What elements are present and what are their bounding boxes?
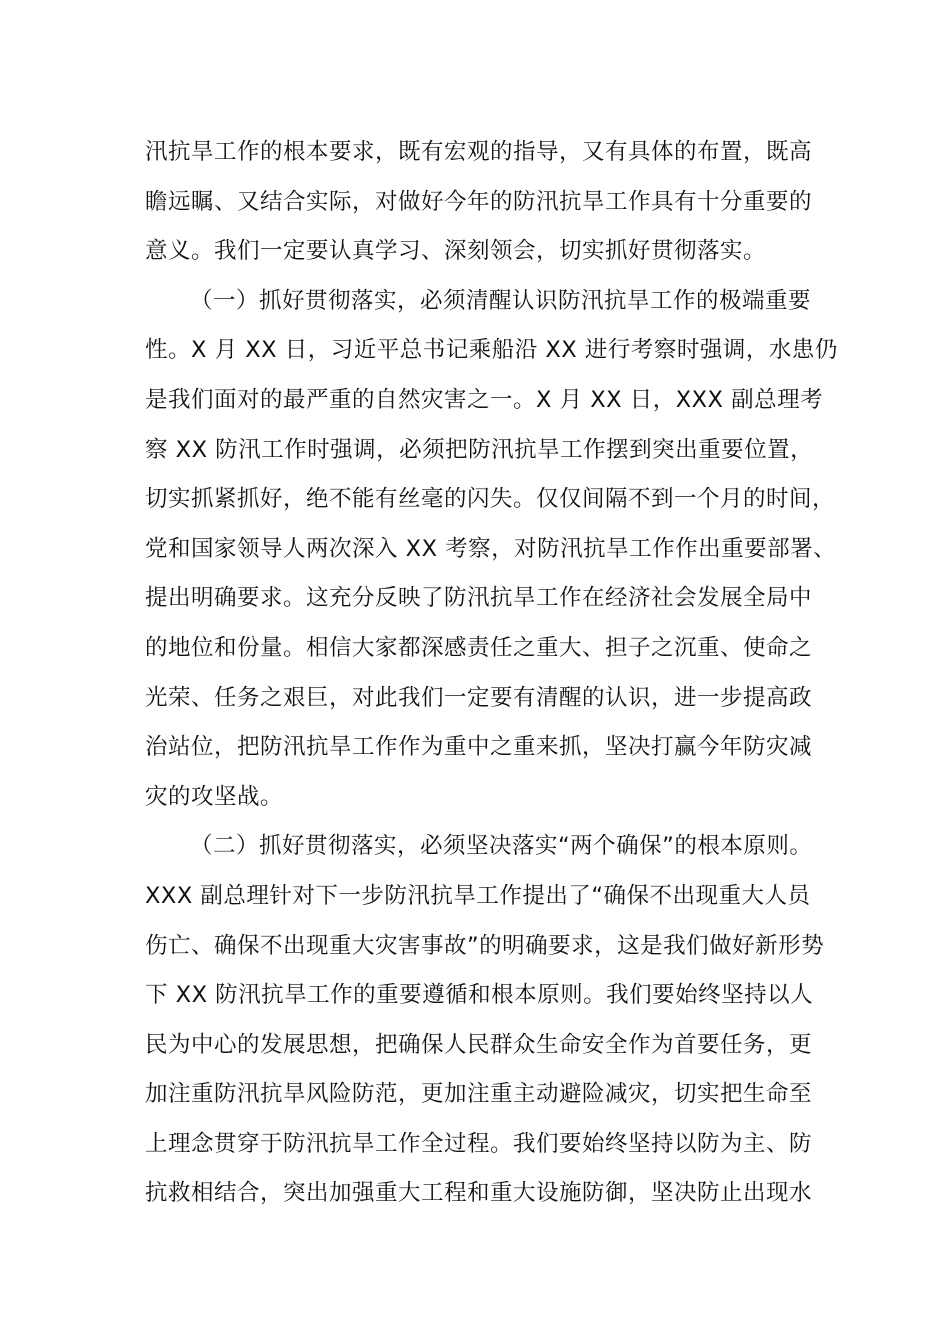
text-line: 下 XX 防汛抗旱工作的重要遵循和根本原则。我们要始终坚持以人 [145,982,814,1009]
text-line: 提出明确要求。这充分反映了防汛抗旱工作在经济社会发展全局中 [145,585,813,612]
section-heading-1: （一）抓好贯彻落实，必须清醒认识防汛抗旱工作的极端重要 [190,287,812,314]
document-body [145,128,845,1219]
text-line: 瞻远瞩、又结合实际，对做好今年的防汛抗旱工作具有十分重要的 [145,188,813,215]
text-line: 汛抗旱工作的根本要求，既有宏观的指导，又有具体的布置，既高 [145,139,813,165]
section-heading-2: （二）抓好贯彻落实，必须坚决落实“两个确保”的根本原则。 [190,833,813,860]
text-line: 上理念贯穿于防汛抗旱工作全过程。我们要始终坚持以防为主、防 [145,1130,813,1157]
text-line: 加注重防汛抗旱风险防范，更加注重主动避险减灾，切实把生命至 [145,1081,813,1108]
text-line: XXX 副总理针对下一步防汛抗旱工作提出了“确保不出现重大人员 [145,882,811,909]
text-line: 意义。我们一定要认真学习、深刻领会，切实抓好贯彻落实。 [145,238,767,265]
text-line: 灾的攻坚战。 [145,783,284,810]
text-line: 光荣、任务之艰巨，对此我们一定要有清醒的认识，进一步提高政 [145,684,813,711]
text-line: 察 XX 防汛工作时强调，必须把防汛抗旱工作摆到突出重要位置， [145,436,814,463]
text-line: 治站位，把防汛抗旱工作作为重中之重来抓，坚决打赢今年防灾减 [145,734,813,761]
text-line: 民为中心的发展思想，把确保人民群众生命安全作为首要任务，更 [145,1031,813,1058]
text-line: 伤亡、确保不出现重大灾害事故”的明确要求，这是我们做好新形势 [145,932,825,959]
text-line: 切实抓紧抓好，绝不能有丝毫的闪失。仅仅间隔不到一个月的时间， [145,486,836,513]
text-line: 的地位和份量。相信大家都深感责任之重大、担子之沉重、使命之 [145,634,813,661]
text-line: 抗救相结合，突出加强重大工程和重大设施防御，坚决防止出现水 [145,1180,813,1207]
text-line: 党和国家领导人两次深入 XX 考察，对防汛抗旱工作作出重要部署、 [145,535,837,562]
text-line: 是我们面对的最严重的自然灾害之一。X 月 XX 日，XXX 副总理考 [145,386,824,413]
text-line: 性。X 月 XX 日，习近平总书记乘船沿 XX 进行考察时强调，水患仍 [145,337,838,364]
